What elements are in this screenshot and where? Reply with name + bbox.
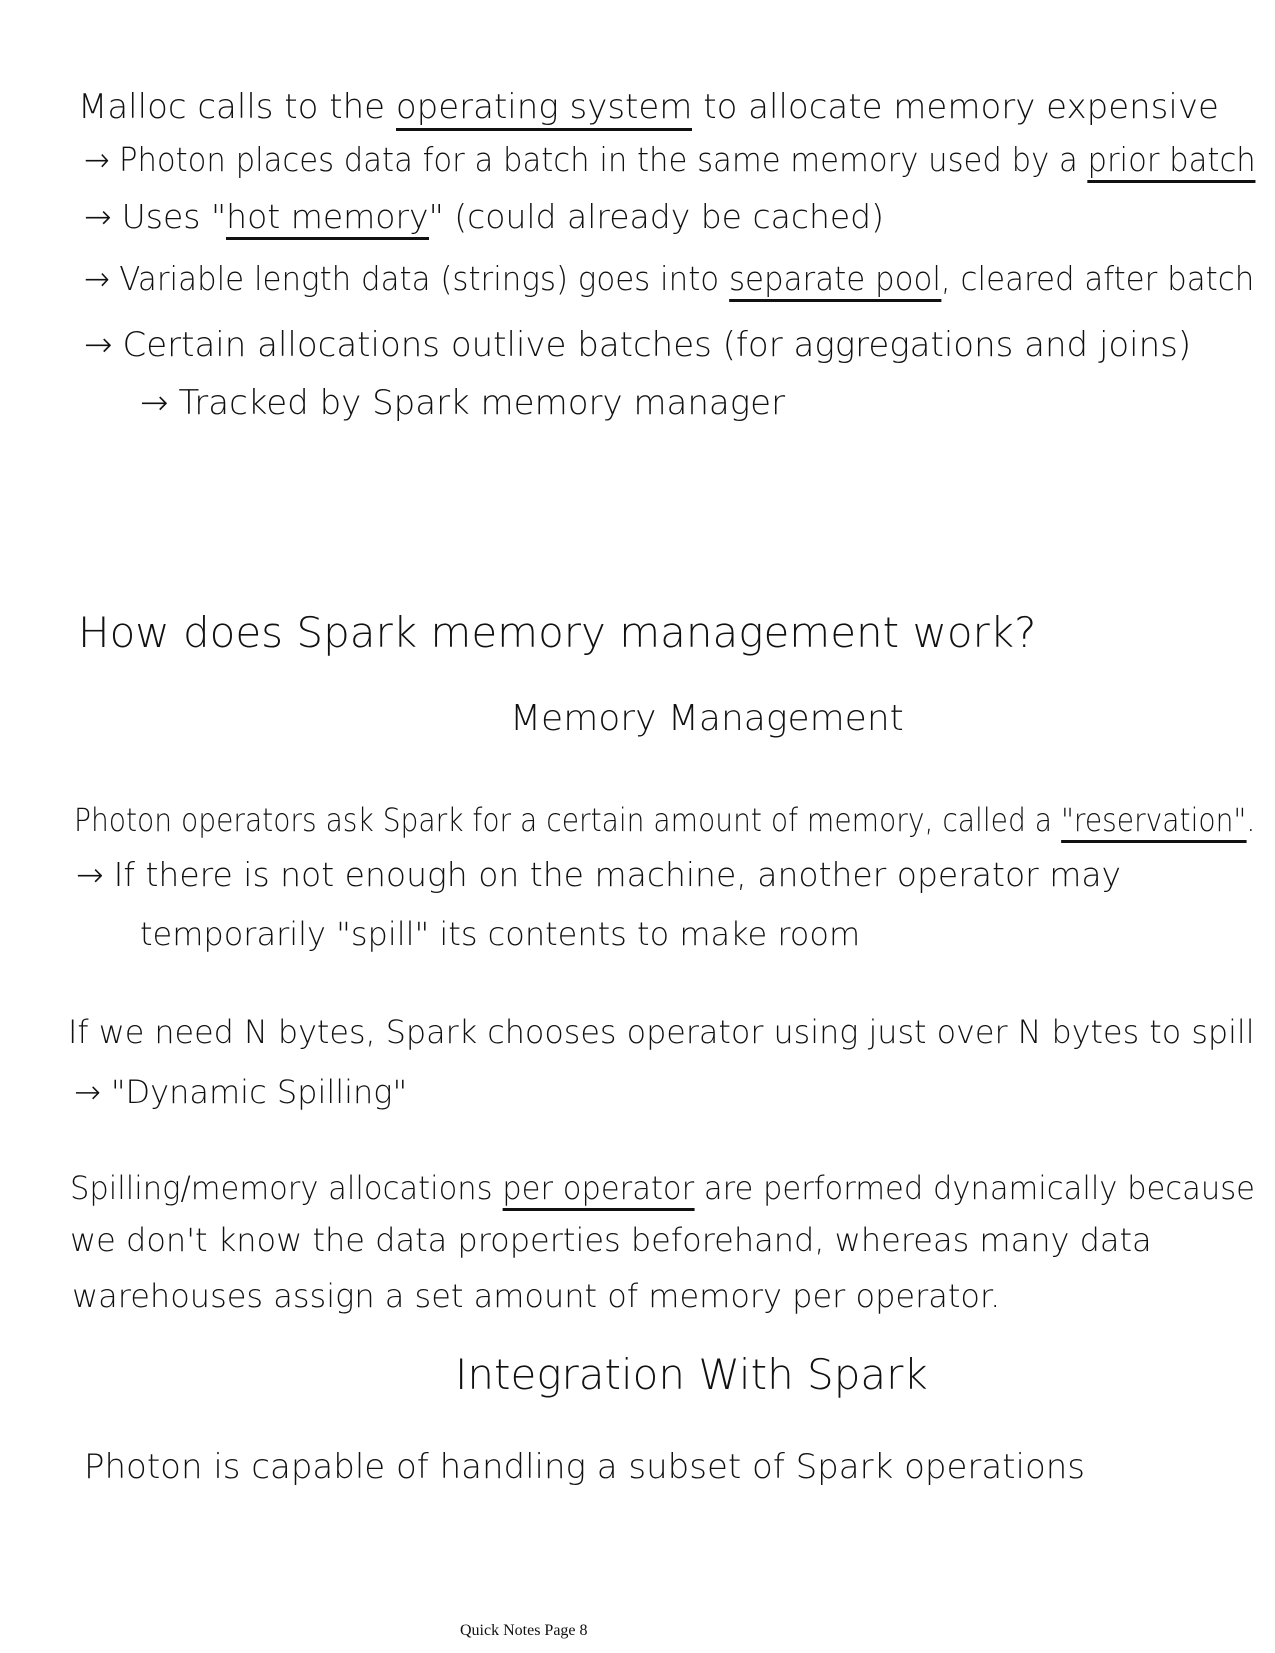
arrow-icon: → (84, 325, 113, 365)
note-text: are performed dynamically because (694, 1169, 1255, 1207)
note-line-n-bytes (68, 1013, 1255, 1051)
note-line-not-enough (76, 855, 1122, 894)
note-line-reservation (74, 801, 1256, 839)
note-text: Certain allocations outlive batches (for aggregations and joins) (122, 325, 1192, 365)
note-text: Photon operators ask Spark for a certain amount of memory, called a (74, 801, 1061, 839)
note-line-tracked (140, 383, 786, 423)
note-text: If we need N bytes, Spark chooses operator using just over N bytes to spill (68, 1013, 1255, 1051)
note-line-hot-memory (84, 197, 885, 236)
underlined-term: operating system (396, 87, 693, 131)
note-text: warehouses assign a set amount of memory per operator. (72, 1277, 1001, 1315)
underlined-term: prior batch (1087, 140, 1255, 183)
note-text: How does Spark memory management work? (78, 608, 1037, 657)
note-text: Uses " (121, 197, 227, 236)
note-text: If there is not enough on the machine, another operator may (113, 855, 1122, 894)
note-line-per-operator (70, 1169, 1255, 1207)
arrow-icon: → (84, 259, 110, 298)
note-line-spill (140, 915, 861, 953)
section-heading-integration: Integration With Spark (455, 1350, 928, 1399)
note-text: "Dynamic Spilling" (110, 1073, 408, 1111)
note-text: we don't know the data properties beforehand, whereas many data (70, 1221, 1152, 1259)
note-text: Photon is capable of handling a subset of Spark operations (84, 1450, 1086, 1487)
section-heading-memory-management: Memory Management (510, 698, 904, 739)
note-text: to allocate memory expensive (692, 87, 1219, 127)
note-line-variable-length (84, 259, 1255, 298)
arrow-icon: → (140, 383, 169, 423)
note-text: temporarily "spill" its contents to make room (140, 915, 861, 953)
note-line-malloc (78, 87, 1219, 127)
note-line-prior-batch (84, 140, 1256, 179)
note-text: Photon places data for a batch in the same memory used by a (118, 140, 1088, 179)
arrow-icon: → (84, 197, 112, 236)
page-clip-edge (82, 1568, 1082, 1569)
underlined-term: separate pool (729, 259, 941, 302)
note-line-dynamic-spilling (74, 1073, 408, 1111)
note-text: . (1246, 801, 1256, 839)
arrow-icon: → (84, 140, 110, 179)
note-text: , cleared after batch (940, 259, 1255, 298)
page-footer: Quick Notes Page 8 (460, 1622, 588, 1639)
note-text: Spilling/memory allocations (70, 1169, 503, 1207)
note-line-photon-subset (84, 1450, 1085, 1488)
arrow-icon: → (74, 1073, 101, 1111)
note-text: Malloc calls to the (78, 87, 396, 127)
note-text: Variable length data (strings) goes into (119, 259, 729, 298)
underlined-term: "reservation" (1061, 801, 1246, 843)
underlined-term: hot memory (226, 197, 428, 240)
arrow-icon: → (76, 855, 104, 894)
note-line-certain-allocations (84, 325, 1192, 365)
note-text: Tracked by Spark memory manager (178, 383, 786, 423)
underlined-term: per operator (502, 1169, 694, 1211)
note-text: " (could already be cached) (428, 197, 885, 236)
question-heading (78, 608, 1037, 657)
note-line-warehouses (72, 1277, 1001, 1315)
note-line-data-properties (70, 1221, 1152, 1259)
